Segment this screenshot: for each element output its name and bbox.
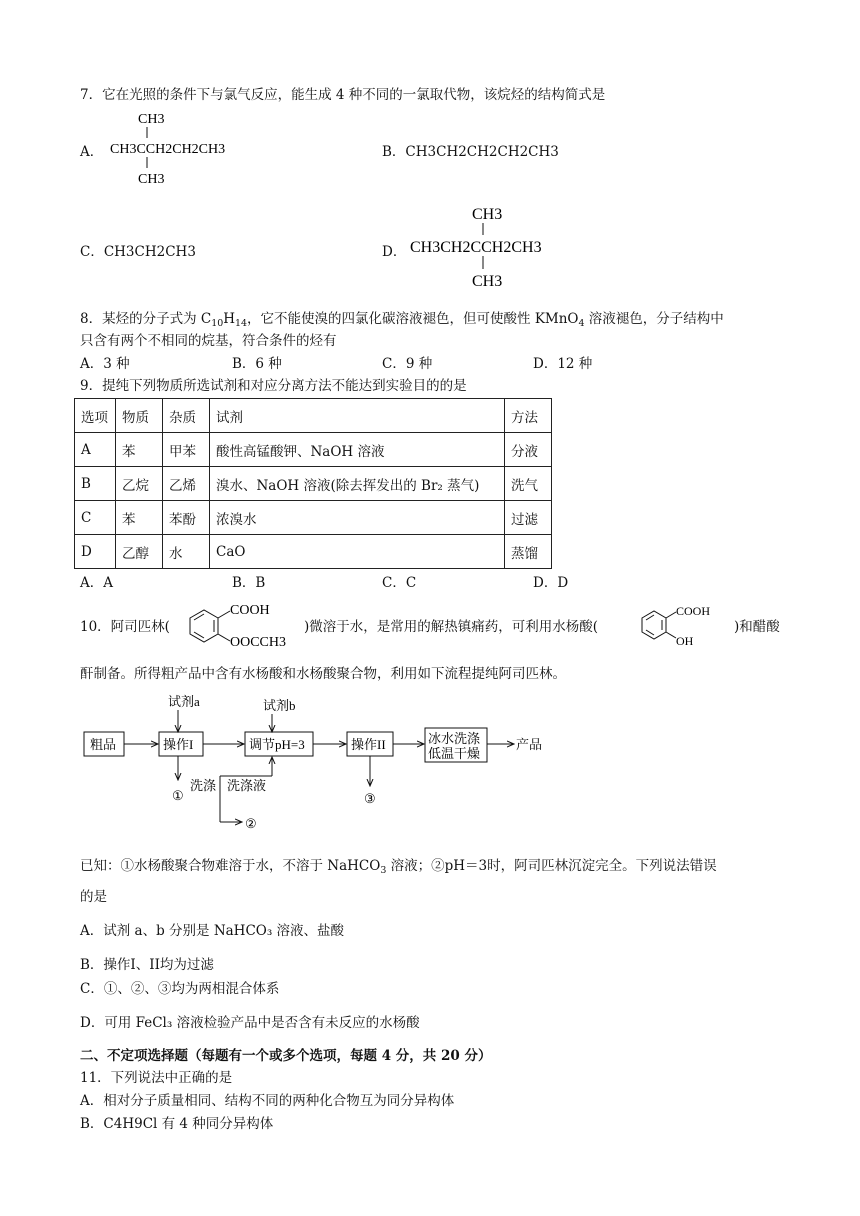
q7-a-bottom-methyl: CH3 <box>138 172 165 187</box>
q9-table <box>74 398 552 569</box>
table-header-cell: 试剂 <box>210 399 505 433</box>
table-row <box>75 433 552 467</box>
reagent-b-label: 试剂b <box>263 698 296 713</box>
q7-stem: 7．它在光照的条件下与氯气反应，能生成 4 种不同的一氯取代物，该烷烃的结构简式是 <box>80 87 606 103</box>
product-label: 产品 <box>516 737 543 752</box>
table-cell: 苯酚 <box>163 501 210 535</box>
residue-2-label: ② <box>245 816 257 831</box>
q10-known-line2: 的是 <box>80 889 107 905</box>
q7-d-bottom-methyl: CH3 <box>472 273 503 290</box>
aspirin-structure <box>180 598 304 652</box>
table-cell: 浓溴水 <box>210 501 505 535</box>
salicylic-acid-structure <box>630 600 734 652</box>
table-cell: 甲苯 <box>163 433 210 467</box>
table-header-cell: 物质 <box>116 399 163 433</box>
q8-line2: 只含有两个不相同的烷基，符合条件的烃有 <box>80 333 337 349</box>
q10-option-a: A．试剂 a、b 分别是 NaHCO₃ 溶液、盐酸 <box>80 923 345 939</box>
wash-dry-line1: 冰水洗涤 <box>428 731 481 746</box>
residue-1-label: ① <box>172 788 184 803</box>
table-cell: 分液 <box>505 433 552 467</box>
table-cell: 乙醇 <box>116 535 163 569</box>
crude-label: 粗品 <box>90 737 117 752</box>
q7-option-a-structure <box>110 108 250 192</box>
q10-option-d: D．可用 FeCl₃ 溶液检验产品中是否含有未反应的水杨酸 <box>80 1015 420 1031</box>
q7-option-d-label: D． <box>382 244 407 260</box>
table-cell: 洗气 <box>505 467 552 501</box>
table-cell: 酸性高锰酸钾、NaOH 溶液 <box>210 433 505 467</box>
q7-option-b: B．CH3CH2CH2CH2CH3 <box>382 144 559 160</box>
table-cell: 水 <box>163 535 210 569</box>
table-cell: CaO <box>210 535 505 569</box>
op2-label: 操作II <box>351 737 386 752</box>
table-header-cell: 选项 <box>75 399 116 433</box>
op1-label: 操作I <box>163 737 194 752</box>
wash-dry-line2: 低温干燥 <box>428 746 481 761</box>
purification-flowchart <box>80 692 560 832</box>
q10-option-c: C．①、②、③均为两相混合体系 <box>80 981 280 997</box>
salicylic-oh-label: OH <box>676 634 694 648</box>
q11-stem: 11．下列说法中正确的是 <box>80 1070 233 1086</box>
q8-option-a: A．3 种 <box>80 356 130 372</box>
q10-known-line1: 已知：①水杨酸聚合物难溶于水，不溶于 NaHCO$_3$ 溶液；②pH＝3时，阿司匹林沉淀完全。下列说法错误 <box>80 858 717 876</box>
q7-d-top-methyl: CH3 <box>472 206 503 223</box>
table-row <box>75 501 552 535</box>
q7-option-d-structure <box>410 202 570 298</box>
table-cell: 过滤 <box>505 501 552 535</box>
q11-option-a: A．相对分子质量相同、结构不同的两种化合物互为同分异构体 <box>80 1093 455 1109</box>
table-header-cell: 杂质 <box>163 399 210 433</box>
q9-option-d: D．D <box>533 575 569 591</box>
table-cell: A <box>75 433 116 467</box>
q9-option-c: C．C <box>382 575 417 591</box>
aspirin-cooh-label: COOH <box>230 603 270 618</box>
adjust-ph-label: 调节pH=3 <box>249 737 305 752</box>
table-row <box>75 467 552 501</box>
q7-d-main-chain: CH3CH2CCH2CH3 <box>410 239 542 256</box>
q9-option-a: A．A <box>80 575 113 591</box>
q9-stem: 9．提纯下列物质所选试剂和对应分离方法不能达到实验目的的是 <box>80 378 467 394</box>
wash-label: 洗涤 <box>190 778 217 793</box>
q7-a-top-methyl: CH3 <box>138 112 165 127</box>
table-cell: B <box>75 467 116 501</box>
residue-3-label: ③ <box>364 791 376 806</box>
aspirin-oocch3-label: OOCCH3 <box>230 635 287 650</box>
table-cell: 乙烷 <box>116 467 163 501</box>
q11-option-b: B．C4H9Cl 有 4 种同分异构体 <box>80 1116 274 1132</box>
q10-text-part1: 10．阿司匹林( <box>80 619 170 635</box>
q8-line1: 8．某烃的分子式为 $C_{10}H_{14}$，它不能使溴的四氯化碳溶液褪色，但可使酸性 KMnO$_4$ 溶液褪色，分子结构中 <box>80 311 724 329</box>
q10-text-part2: )微溶于水，是常用的解热镇痛药，可利用水杨酸( <box>304 619 599 635</box>
salicylic-cooh-label: COOH <box>676 604 711 618</box>
table-cell: D <box>75 535 116 569</box>
table-cell: 乙烯 <box>163 467 210 501</box>
table-header-cell: 方法 <box>505 399 552 433</box>
wash-liquid-label: 洗涤液 <box>227 778 267 793</box>
table-header-row <box>75 399 552 433</box>
table-row <box>75 535 552 569</box>
table-cell: 苯 <box>116 433 163 467</box>
q9-option-b: B．B <box>232 575 266 591</box>
q7-option-a-label: A． <box>80 144 104 160</box>
q7-option-c: C．CH3CH2CH3 <box>80 244 196 260</box>
table-cell: 溴水、NaOH 溶液(除去挥发出的 Br₂ 蒸气) <box>210 467 505 501</box>
q10-text-part3: )和醋酸 <box>734 619 780 635</box>
q7-a-main-chain: CH3CCH2CH2CH3 <box>110 142 226 157</box>
reagent-a-label: 试剂a <box>168 694 200 709</box>
table-cell: C <box>75 501 116 535</box>
table-cell: 蒸馏 <box>505 535 552 569</box>
q8-option-d: D．12 种 <box>533 356 593 372</box>
table-cell: 苯 <box>116 501 163 535</box>
q10-line2: 酐制备。所得粗产品中含有水杨酸和水杨酸聚合物，利用如下流程提纯阿司匹林。 <box>80 666 566 682</box>
section-2-title: 二、不定项选择题（每题有一个或多个选项，每题 4 分，共 20 分） <box>80 1048 492 1064</box>
q10-option-b: B．操作I、II均为过滤 <box>80 957 214 973</box>
q8-option-b: B．6 种 <box>232 356 282 372</box>
q8-option-c: C．9 种 <box>382 356 433 372</box>
